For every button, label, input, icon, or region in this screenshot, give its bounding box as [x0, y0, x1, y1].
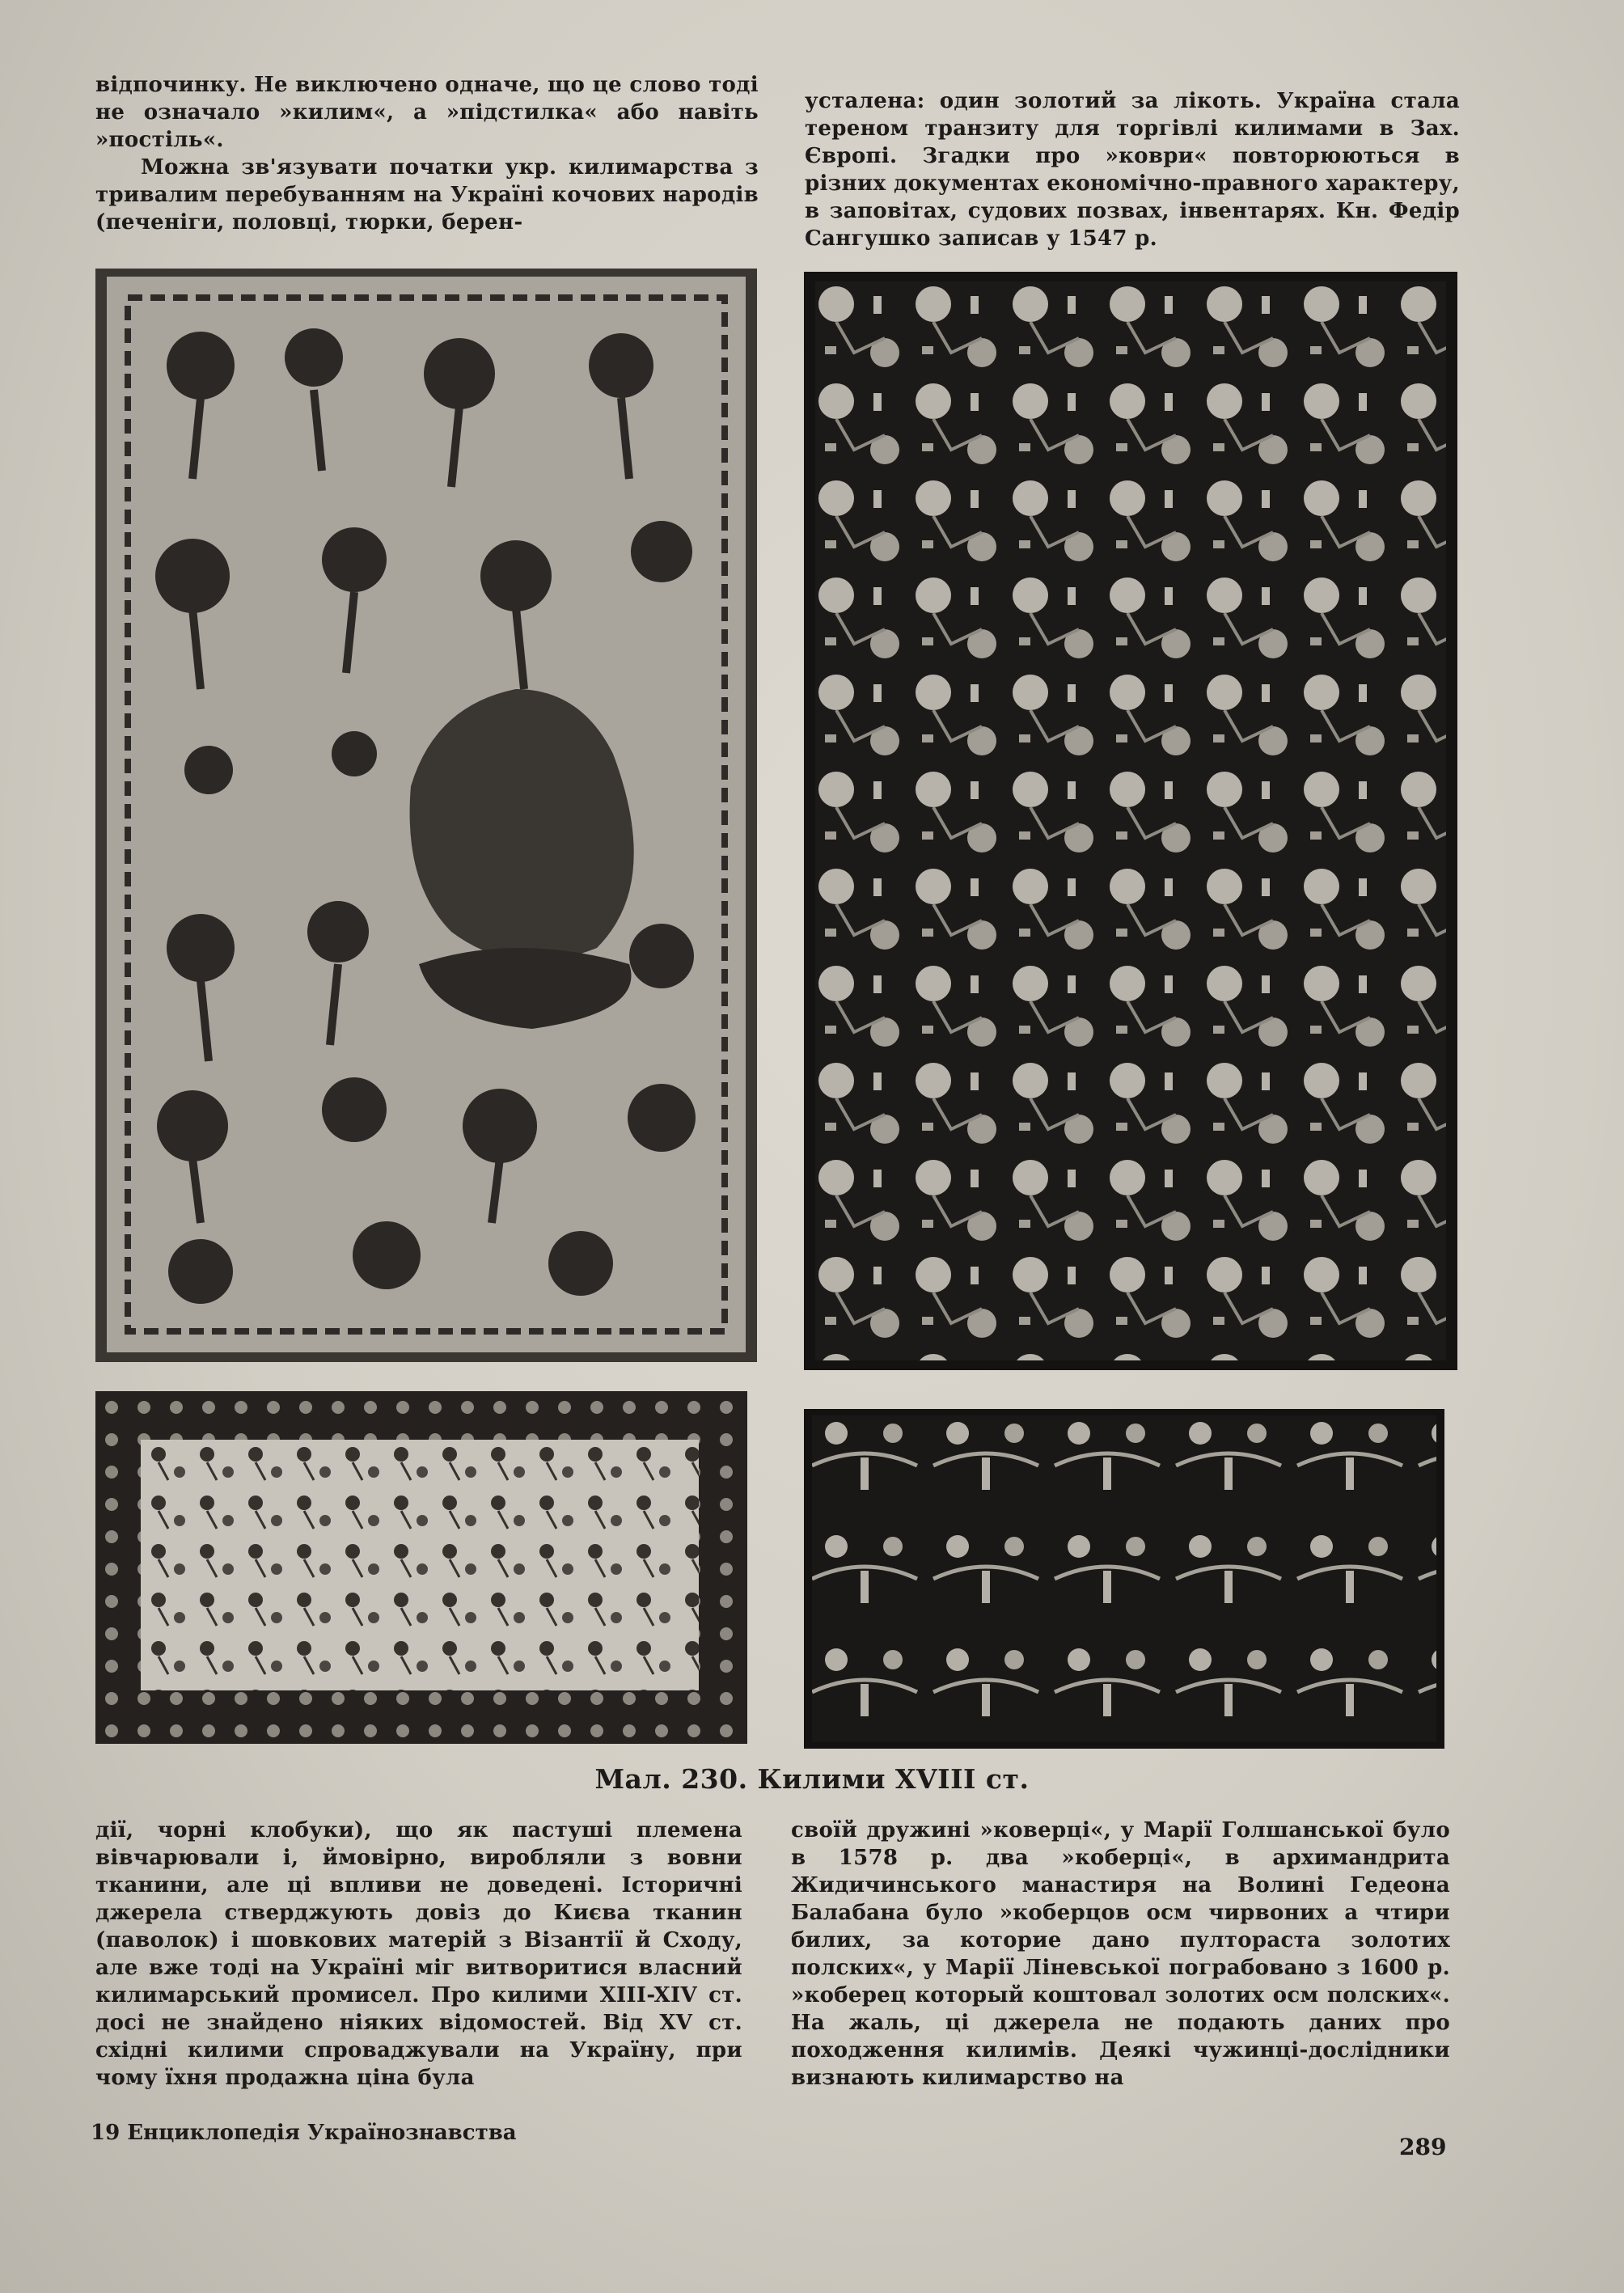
carpet-photo-dark-lattice [804, 272, 1457, 1370]
figure-caption: Мал. 230. Килими XVIII ст. [594, 1763, 1030, 1795]
text-column-bottom-left [95, 1817, 742, 2092]
text-column-top-right [805, 87, 1460, 252]
paragraph: дії, чорні клобуки), що як пастуші племена вівчарювали і, ймовірно, виробляли з вовни тканини, але ці впливи не доведені. Історичні джерела стверджують довіз до Києва тканин (паволок) і шовкових матерій з Візантії й Сходу, але вже тоді на Україні міг витворитися власний килимарський промисел. Про килими XIII-XIV ст. досі не знайдено ніяких відомостей. Від XV ст. східні килими спроваджували на Україну, при чому їхня продажна ціна була [95, 1818, 742, 2090]
paragraph: усталена: один золотий за лікоть. Україна стала тереном транзиту для торгівлі килимами в Зах. Європі. Згадки про »коври« повторюються в різних документах економічно-правного характеру, в заповітах, судових позвах, інвентарях. Кн. Федір Сангушко записав у 1547 р. [805, 89, 1460, 251]
paragraph: відпочинку. Не виключено одначе, що це слово тоді не означало »килим«, а »підстилка« або навіть »постіль«. [95, 73, 759, 152]
carpet-photo-bordered-floral [95, 1391, 747, 1744]
carpet-photo-dark-floral-rows [804, 1409, 1444, 1749]
page-number: 289 [1399, 2134, 1447, 2160]
text-column-top-left [95, 71, 759, 236]
paragraph: своїй дружині »коверці«, у Марії Голшанської було в 1578 р. два »коберці«, в архимандрита Жидичинського манастиря на Волині Гедеона Балабана було »коберцов осм чирвоних а чтири билих, за которие дано пултораста золотих полских«, у Марії Ліневської пограбовано з 1600 р. »коберец который коштовал золотих осм полских«. На жаль, ці джерела не подають даних про походження килимів. Деякі чужинці-дослідники визнають килимарство на [791, 1818, 1450, 2090]
footer-signature: 19 Енциклопедія Українознавства [91, 2121, 517, 2145]
text-column-bottom-right [791, 1817, 1450, 2092]
paragraph: Можна зв'язувати початки укр. килимарства з тривалим перебуванням на Україні кочових народів (печеніги, половці, тюрки, берен- [95, 155, 759, 235]
carpet-photo-floral-bird [95, 269, 757, 1362]
